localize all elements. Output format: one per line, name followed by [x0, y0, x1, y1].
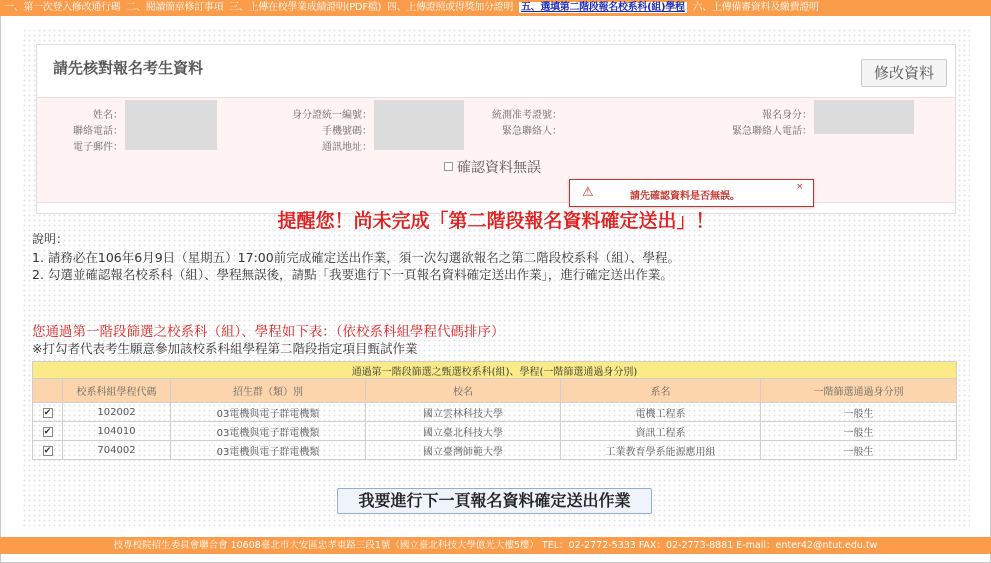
address-label: 通訊地址： [322, 142, 372, 153]
confirm-label: 確認資料無誤 [457, 160, 541, 176]
row-checkbox-cell[interactable] [33, 403, 63, 422]
row-checkbox[interactable]: ✔ [43, 407, 52, 418]
emergency-phone-label: 緊急聯絡人電話： [732, 126, 812, 137]
explanation-label: 說明： [32, 232, 69, 246]
cell-group: 03電機與電子群電機類 [171, 441, 366, 460]
step-5-link-active[interactable]: 五、選填第二階段報名校系科(組)學程 [520, 2, 685, 13]
header-dept: 系名 [561, 379, 761, 403]
step-6-link[interactable]: 六、上傳備審資料及繳費證明 [692, 2, 819, 13]
warning-icon: ⚠ [582, 185, 594, 200]
info-panel-title: 請先核對報名考生資料 [53, 59, 204, 77]
table-caption: 通過第一階段篩選之甄選校系科(組)、學程(一階篩選通過身分別) [33, 362, 957, 379]
table-row [33, 422, 957, 441]
cell-school: 國立臺北科技大學 [366, 422, 561, 441]
header-school: 校名 [366, 379, 561, 403]
step-4-link[interactable]: 四、上傳證照或得獎加分證明 [386, 2, 514, 13]
passed-list-note: ※打勾者代表考生願意參加該校系科組學程第二階段指定項目甄試作業 [32, 341, 418, 356]
cell-school: 國立雲林科技大學 [366, 403, 561, 422]
id-number-label: 身分證統一編號： [292, 110, 372, 121]
cell-group: 03電機與電子群電機類 [171, 422, 366, 441]
row-checkbox[interactable]: ✔ [43, 426, 52, 437]
explanation-item-1: 1. 請務必在106年6月9日（星期五）17:00前完成確定送出作業，須一次勾選欲報名之第二階段校系科（組）、學程。 [32, 250, 680, 265]
table-caption-row [33, 362, 957, 379]
cell-identity: 一般生 [761, 422, 957, 441]
confirm-data-row[interactable] [444, 157, 541, 177]
cell-code: 102002 [63, 403, 171, 422]
identity-label: 報名身分： [762, 110, 812, 121]
row-checkbox-cell[interactable] [33, 441, 63, 460]
row-checkbox-cell[interactable] [33, 422, 63, 441]
header-group: 招生群（類）別 [171, 379, 366, 403]
cell-identity: 一般生 [761, 403, 957, 422]
step-3-link[interactable]: 三、上傳在校學業成績證明(PDF檔) [229, 2, 382, 13]
name-label: 姓名： [93, 110, 123, 121]
cell-dept: 工業教育學系能源應用組 [561, 441, 761, 460]
step-navigation-bar [0, 0, 991, 16]
name-value-redacted [125, 100, 217, 134]
cell-dept: 電機工程系 [561, 403, 761, 422]
table-row [33, 441, 957, 460]
validation-alert [569, 179, 814, 207]
close-icon[interactable]: × [796, 182, 804, 192]
email-value-redacted [125, 134, 217, 150]
cell-identity: 一般生 [761, 441, 957, 460]
cell-code: 104010 [63, 422, 171, 441]
row-checkbox[interactable]: ✔ [43, 445, 52, 456]
footer-contact: 技專校院招生委員會聯合會 10608臺北市大安區忠孝東路三段1號（國立臺北科技大學億光大樓5樓） TEL：02-2772-5333 FAX：02-2773-8881 E-mail：enter42@ntut.edu.tw [0, 537, 991, 554]
alert-message: 請先確認資料是否無誤。 [630, 191, 740, 202]
passed-list-title: 您通過第一階段篩選之校系科（組）、學程如下表：（依校系科組學程代碼排序） [32, 324, 505, 340]
cell-code: 704002 [63, 441, 171, 460]
id-number-value-redacted [374, 100, 464, 134]
student-info-panel [36, 44, 956, 214]
edit-info-button[interactable]: 修改資料 [861, 59, 947, 87]
passed-programs-table [32, 361, 957, 460]
step-1-link[interactable]: 一、第一次登入修改通行碼 [4, 2, 121, 13]
explanation-item-2: 2. 勾選並確認報名校系科（組）、學程無誤後，請點「我要進行下一頁報名資料確定送出作業」，進行確定送出作業。 [32, 267, 673, 282]
main-content [22, 28, 970, 528]
reminder-heading: 提醒您！尚未完成「第二階段報名資料確定送出」！ [277, 210, 715, 232]
phone-label: 聯絡電話： [73, 126, 123, 137]
cell-group: 03電機與電子群電機類 [171, 403, 366, 422]
cell-dept: 資訊工程系 [561, 422, 761, 441]
header-check [33, 379, 63, 403]
confirm-checkbox[interactable] [444, 162, 453, 171]
header-identity: 一階篩選通過身分別 [761, 379, 957, 403]
address-value-redacted [374, 134, 464, 150]
email-label: 電子郵件： [73, 142, 123, 153]
identity-value-redacted [814, 100, 914, 134]
info-fields-area [37, 97, 955, 203]
step-2-link[interactable]: 二、閱讀簡章修訂事項 [126, 2, 224, 13]
header-code: 校系科組學程代碼 [63, 379, 171, 403]
table-header-row [33, 379, 957, 403]
emergency-contact-label: 緊急聯絡人： [502, 126, 562, 137]
exam-id-label: 統測准考證號： [492, 110, 562, 121]
cell-school: 國立臺灣師範大學 [366, 441, 561, 460]
next-page-submit-button[interactable]: 我要進行下一頁報名資料確定送出作業 [337, 488, 652, 514]
mobile-label: 手機號碼： [322, 126, 372, 137]
table-row [33, 403, 957, 422]
